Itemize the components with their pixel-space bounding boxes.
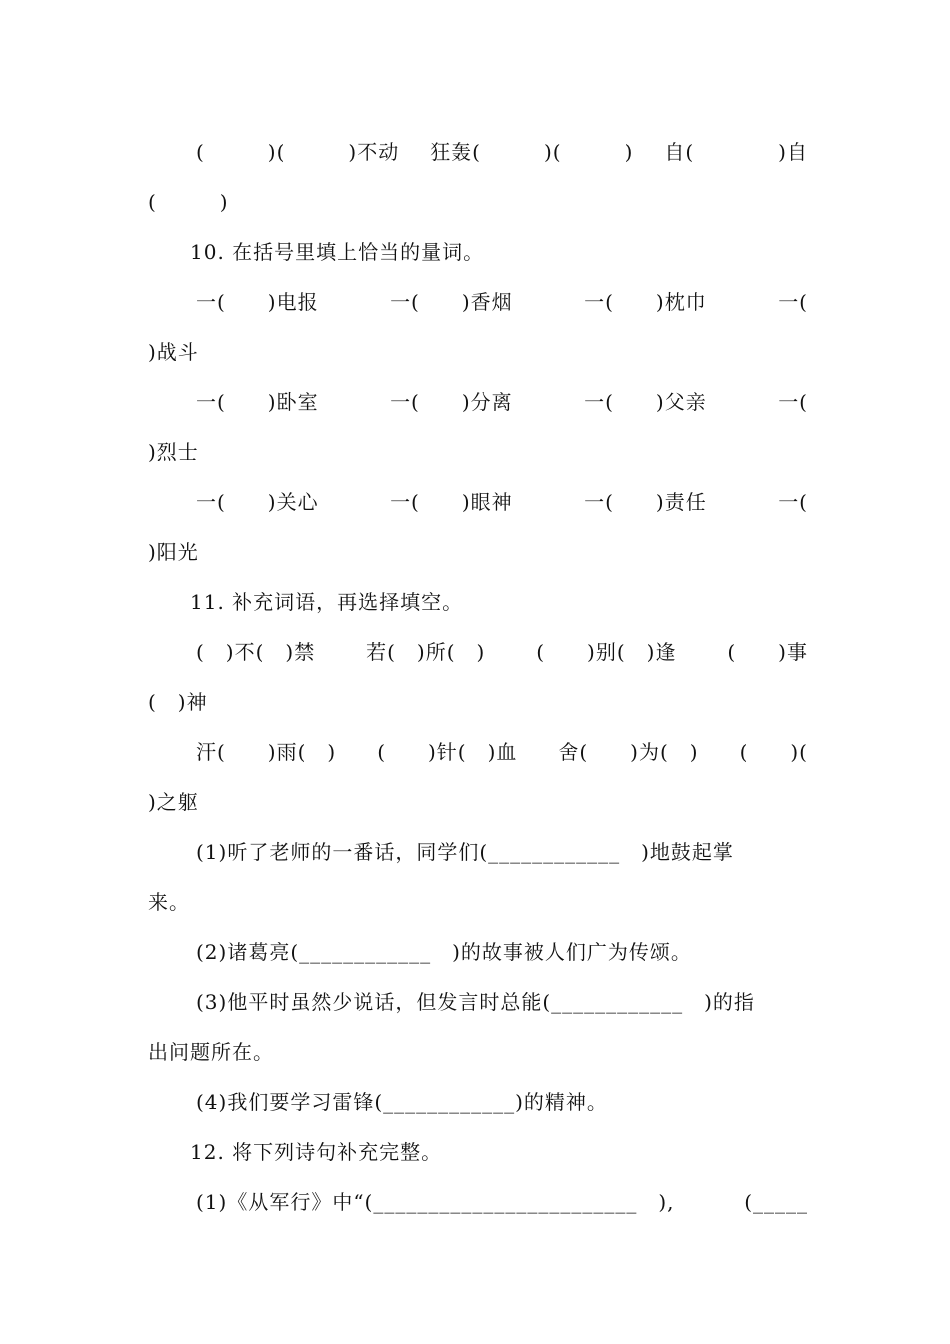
sentence-fill-4: (4)我们要学习雷锋(____________)的精神。 — [196, 1090, 608, 1114]
measure-word-item: 一( )关心 — [196, 490, 319, 514]
sentence-fill-1-continuation: 来。 — [148, 890, 190, 914]
idiom-blank: ( )( )不动 — [196, 140, 400, 164]
measure-word-row — [196, 387, 808, 417]
measure-word-continuation: )阳光 — [148, 540, 199, 564]
idiom-complete-continuation: ( )神 — [148, 690, 208, 714]
sentence-fill-3-continuation: 出问题所在。 — [148, 1040, 274, 1064]
idiom-item: 舍( )为( ) — [558, 740, 699, 764]
sentence-fill-2: (2)诸葛亮(____________ )的故事被人们广为传颂。 — [196, 940, 692, 964]
measure-word-item: 一( )电报 — [196, 290, 319, 314]
idiom-complete-continuation: )之躯 — [148, 790, 199, 814]
measure-word-item: 一( )分离 — [390, 390, 513, 414]
idiom-item: 汗( )雨( ) — [196, 740, 337, 764]
measure-word-item: 一( — [778, 390, 808, 414]
question-10-heading: 10. 在括号里填上恰当的量词。 — [190, 240, 485, 264]
measure-word-continuation: )烈士 — [148, 440, 199, 464]
idiom-item: 若( )所( ) — [366, 640, 486, 664]
sentence-text: (1)听了老师的一番话，同学们(____________ )地鼓起掌 — [196, 840, 734, 864]
idiom-item: ( )别( )逢 — [536, 640, 677, 664]
idiom-item: ( )不( )禁 — [196, 640, 316, 664]
idiom-fill-continuation: ( ) — [148, 190, 229, 214]
measure-word-item: 一( — [778, 290, 808, 314]
measure-word-row — [196, 487, 808, 517]
measure-word-item: 一( )眼神 — [390, 490, 513, 514]
measure-word-continuation: )战斗 — [148, 340, 199, 364]
sentence-fill-3 — [196, 987, 808, 1017]
poem-fill-1 — [196, 1187, 808, 1217]
measure-word-item: 一( — [778, 490, 808, 514]
idiom-complete-row — [196, 637, 808, 667]
poem-text: (1)《从军行》中“(________________________ ), — [196, 1190, 675, 1214]
measure-word-item: 一( )香烟 — [390, 290, 513, 314]
idiom-complete-row — [196, 737, 808, 767]
question-12-heading: 12. 将下列诗句补充完整。 — [190, 1140, 443, 1164]
measure-word-item: 一( )枕巾 — [584, 290, 707, 314]
question-11-heading: 11. 补充词语，再选择填空。 — [190, 590, 464, 614]
measure-word-item: 一( )责任 — [584, 490, 707, 514]
measure-word-row — [196, 287, 808, 317]
idiom-item: ( )针( )血 — [377, 740, 518, 764]
idiom-blank: 自( )自 — [664, 140, 808, 164]
idiom-item: ( )事 — [727, 640, 808, 664]
idiom-blank: 狂轰( )( ) — [430, 140, 634, 164]
idiom-item: ( )( — [739, 740, 808, 764]
sentence-fill-1 — [196, 837, 808, 867]
idiom-fill-row — [196, 137, 808, 167]
measure-word-item: 一( )卧室 — [196, 390, 319, 414]
sentence-text: (3)他平时虽然少说话，但发言时总能(____________ )的指 — [196, 990, 755, 1014]
poem-text: (_____ — [744, 1190, 808, 1214]
measure-word-item: 一( )父亲 — [584, 390, 707, 414]
